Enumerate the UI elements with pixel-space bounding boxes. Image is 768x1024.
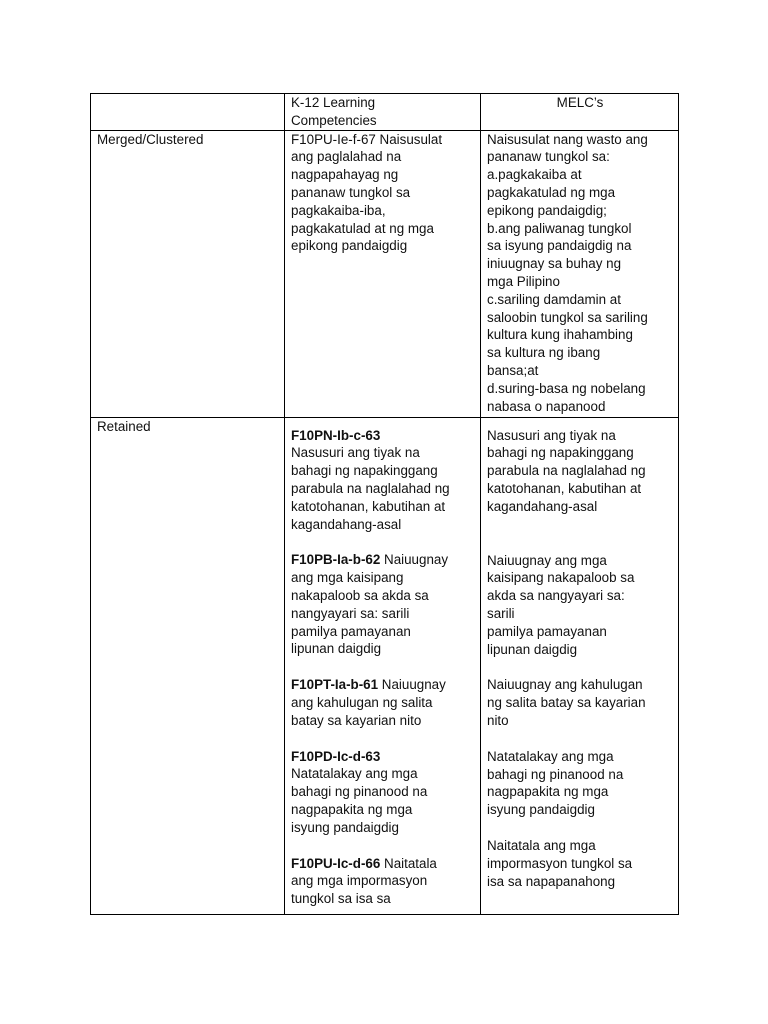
retained-label: Retained xyxy=(91,417,285,914)
merged-label: Merged/Clustered xyxy=(91,130,285,417)
competency-code: F10PB-Ia-b-62 xyxy=(291,552,381,568)
competency-text: Naitatala ang mga impormasyon tungkol sa isa sa xyxy=(291,855,437,907)
competency-text: Naiuugnay ang kahulugan ng salita batay sa kayarian nito xyxy=(291,677,446,728)
competency-code: F10PD-Ic-d-63 xyxy=(291,748,381,764)
competency-code: F10PN-Ib-c-63 xyxy=(291,427,381,443)
header-row xyxy=(91,94,679,131)
header-cell-melc: MELC’s xyxy=(481,94,679,131)
retained-item xyxy=(291,427,475,534)
retained-item xyxy=(291,855,475,908)
melc-text: Naiuugnay ang kahulugan ng salita batay sa kayarian nito xyxy=(487,677,646,728)
retained-k12-cell xyxy=(285,417,481,914)
retained-item xyxy=(291,748,475,837)
retained-melc-cell xyxy=(481,417,679,914)
melc-text: Naitatala ang mga impormasyon tungkol sa isa sa napapanahong xyxy=(487,837,633,889)
merged-k12-cell: F10PU-Ie-f-67 Naisusulat ang paglalahad na nagpapahayag ng pananaw tungkol sa pagkakaiba-iba, pagkakatulad at ng mga epikong pandaigdig xyxy=(285,130,481,417)
merged-melc-cell: Naisusulat nang wasto ang pananaw tungkol sa: a.pagkakaiba at pagkakatulad ng mga epikong pandaigdig; b.ang paliwanag tungkol sa isyung pandaigdig na iniuugnay sa buhay ng mga Pilipino c.sariling damdamin at saloobin tungkol sa sariling kultura kung ihahambing sa kultura ng ibang bansa;at d.suring-basa ng nobelang nabasa o napanood xyxy=(481,130,679,417)
melc-text: Naiuugnay ang mga kaisipang nakapaloob sa akda sa nangyayari sa: sarili pamilya pamayanan lipunan daigdig xyxy=(487,552,635,657)
retained-item xyxy=(291,551,475,658)
merged-row xyxy=(91,130,679,417)
competency-table xyxy=(90,93,679,915)
melc-text: Nasusuri ang tiyak na bahagi ng napakinggang parabula na naglalahad ng katotohanan, kabutihan at kagandahang-asal xyxy=(487,427,646,514)
header-cell-k12: K-12 Learning Competencies xyxy=(285,94,481,131)
retained-item xyxy=(291,676,475,729)
retained-row xyxy=(91,417,679,914)
competency-text: Naiuugnay ang mga kaisipang nakapaloob sa akda sa nangyayari sa: sarili pamilya pamayanan lipunan daigdig xyxy=(291,552,449,657)
header-cell-category xyxy=(91,94,285,131)
competency-text: Natatalakay ang mga bahagi ng pinanood na nagpapakita ng mga isyung pandaigdig xyxy=(291,766,428,835)
competency-text: Nasusuri ang tiyak na bahagi ng napakinggang parabula na naglalahad ng katotohanan, kabutihan at kagandahang-asal xyxy=(291,445,450,532)
competency-code: F10PU-Ic-d-66 xyxy=(291,855,381,871)
competency-code: F10PT-Ia-b-61 xyxy=(291,677,379,693)
melc-text: Natatalakay ang mga bahagi ng pinanood na nagpapakita ng mga isyung pandaigdig xyxy=(487,748,624,818)
